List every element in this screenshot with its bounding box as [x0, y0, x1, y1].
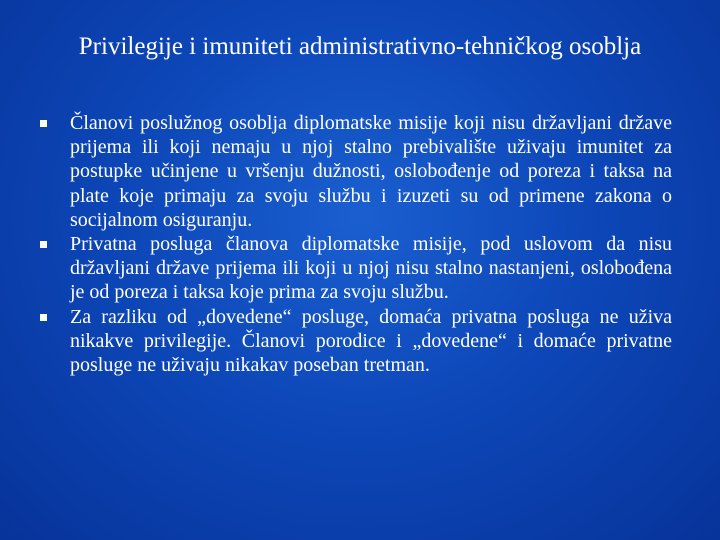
bullet-item [40, 111, 672, 232]
square-bullet-icon [40, 120, 47, 127]
bullet-text: Privatna posluga članova diplomatske misije, pod uslovom da nisu državljani države prijema ili koji u njoj nisu stalno nastanjeni, oslobođena je od poreza i taksa koje prima za svoju službu. [70, 233, 672, 304]
bullet-text: Za razliku od „dovedene“ posluge, domaća privatna posluga ne uživa nikakve privilegije. Članovi porodice i „dovedene“ i domaće privatne posluge ne uživaju nikakav poseban tretman. [70, 305, 672, 377]
bullet-item [40, 232, 672, 305]
square-bullet-icon [40, 241, 47, 248]
square-bullet-icon [40, 314, 47, 321]
bullet-list [40, 111, 672, 377]
bullet-text: Članovi poslužnog osoblja diplomatske misije koji nisu državljani države prijema ili koji nemaju u njoj stalno prebivalište uživaju imunitet za postupke učinjene u vršenju dužnosti, oslobođenje od poreza i taksa na plate koje primaju za svoju službu i izuzeti su od primene zakona o socijalnom osiguranju. [70, 112, 672, 231]
slide-title: Privilegije i imuniteti administrativno-tehničkog osoblja [78, 33, 642, 60]
bullet-item [40, 305, 672, 378]
